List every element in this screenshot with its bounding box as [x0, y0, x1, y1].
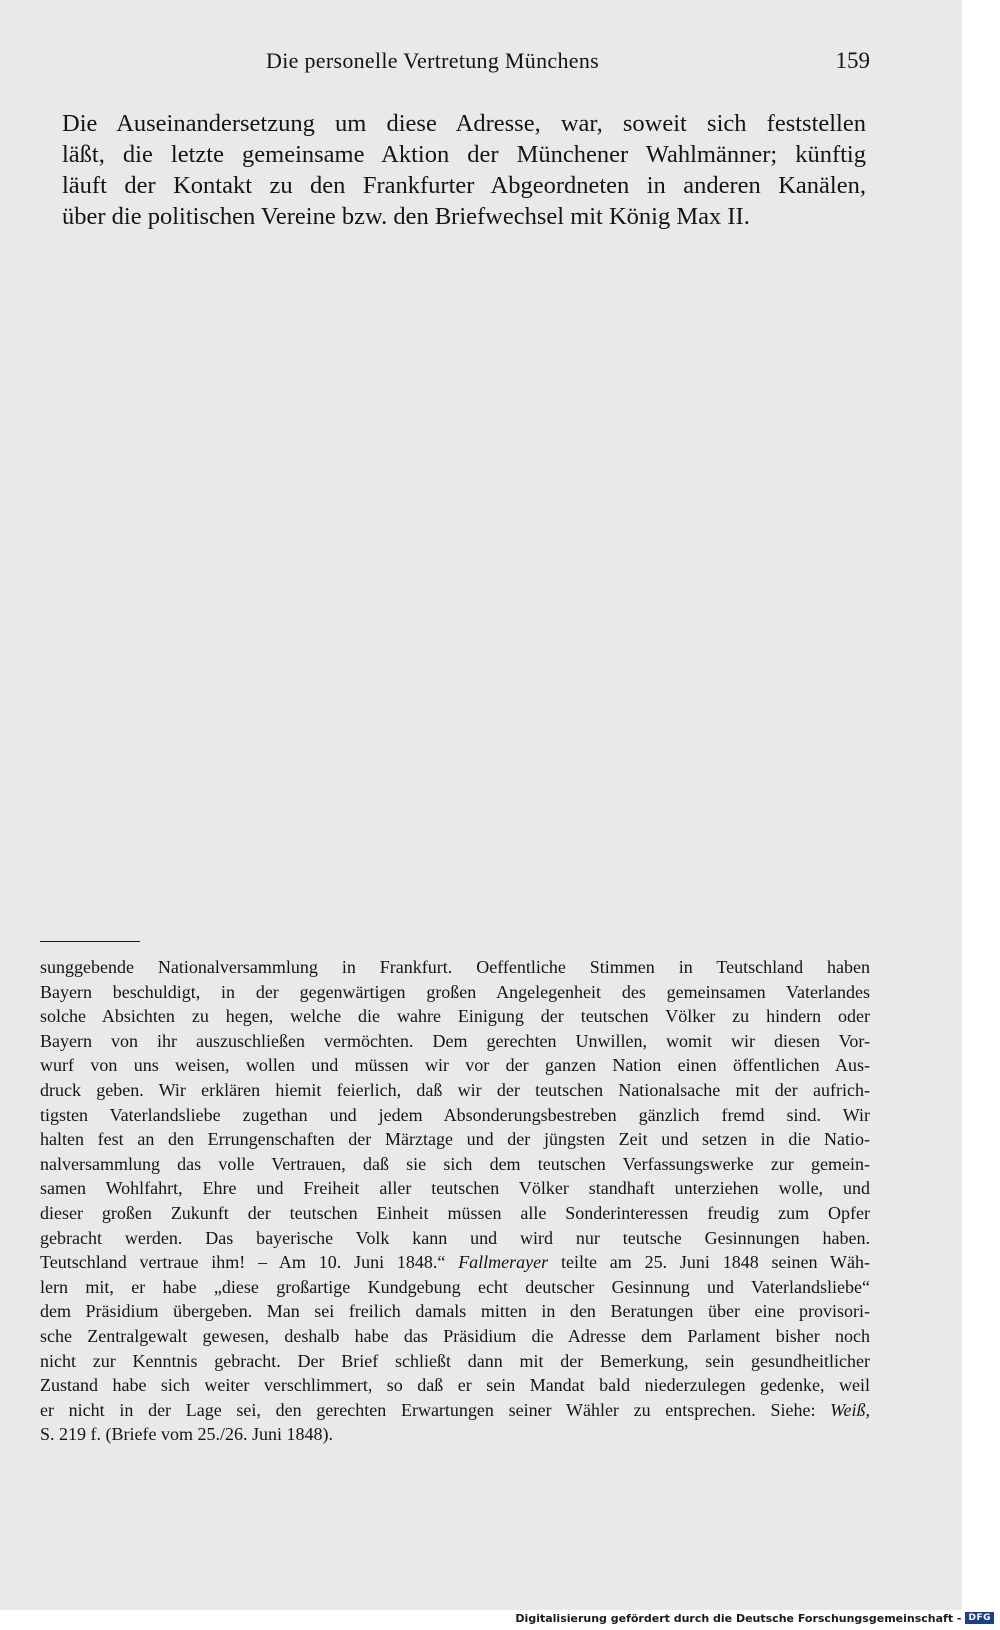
footnote-text: er nicht in der Lage sei, den gerechten Erwartungen seiner Wähler zu entsprechen. Siehe:: [40, 1399, 831, 1420]
running-head: [40, 48, 870, 82]
footnote-line: [40, 1398, 870, 1423]
running-title: Die personelle Vertretung Münchens: [266, 48, 599, 73]
footnote-line: Bayern beschuldigt, in der gegenwärtigen großen Angelegenheit des gemeinsamen Vaterlandes: [40, 981, 870, 1002]
footnote-line: nalversammlung das volle Vertrauen, daß sie sich dem teutschen Verfassungswerke zur gemein-: [40, 1153, 870, 1174]
digitization-banner: [515, 1609, 994, 1627]
footnote-line: sunggebende Nationalversammlung in Frankfurt. Oeffentliche Stimmen in Teutschland haben: [40, 957, 870, 977]
footnote-line: halten fest an den Errungenschaften der Märztage und der jüngsten Zeit und setzen in die Natio-: [40, 1129, 870, 1150]
footnote-line: dem Präsidium übergeben. Man sei freilich damals mitten in den Beratungen über eine provisori-: [40, 1301, 870, 1322]
footnote-line: dieser großen Zukunft der teutschen Einheit müssen alle Sonderinteressen freudig zum Opfer: [40, 1202, 870, 1223]
footnote-line: solche Absichten zu hegen, welche die wahre Einigung der teutschen Völker zu hindern oder: [40, 1006, 870, 1027]
page-number: 159: [835, 48, 870, 73]
body-line: läuft der Kontakt zu den Frankfurter Abgeordneten in anderen Kanälen,: [62, 172, 866, 199]
body-line: Die Auseinandersetzung um diese Adresse, war, soweit sich feststellen: [62, 110, 866, 137]
body-line: über die politischen Vereine bzw. den Briefwechsel mit König Max II.: [62, 203, 750, 230]
banner-text: Digitalisierung gefördert durch die Deutsche Forschungsgemeinschaft -: [515, 1611, 962, 1625]
author-name-weiss: Weiß,: [830, 1399, 870, 1420]
footnote-line: S. 219 f. (Briefe vom 25./26. Juni 1848).: [40, 1424, 333, 1445]
footnote-line: gebracht werden. Das bayerische Volk kann und wird nur teutsche Gesinnungen haben.: [40, 1227, 870, 1248]
footnote-line: nicht zur Kenntnis gebracht. Der Brief schließt dann mit der Bemerkung, sein gesundheitlicher: [40, 1350, 870, 1371]
footnote-line: sche Zentralgewalt gewesen, deshalb habe das Präsidium die Adresse dem Parlament bisher noch: [40, 1325, 870, 1346]
author-name-fallmerayer: Fallmerayer: [458, 1252, 549, 1273]
body-line: läßt, die letzte gemeinsame Aktion der Münchener Wahlmänner; künftig: [62, 141, 866, 168]
body-paragraph: [62, 108, 866, 232]
footnote-line: lern mit, er habe „diese großartige Kundgebung echt deutscher Gesinnung und Vaterlandsliebe“: [40, 1276, 870, 1297]
footnote-line: tigsten Vaterlandsliebe zugethan und jedem Absonderungsbestreben gänzlich fremd sind. Wir: [40, 1104, 870, 1125]
footnote-line: Bayern von ihr auszuschließen vermöchten. Dem gerechten Unwillen, womit wir diesen Vor-: [40, 1030, 870, 1051]
footnote-divider: [40, 941, 140, 942]
footnote-line: [40, 1250, 870, 1275]
footnote-line: druck geben. Wir erklären hiemit feierlich, daß wir der teutschen Nationalsache mit der aufrich-: [40, 1079, 870, 1100]
footnote-block: [40, 955, 870, 1447]
footnote-line: Zustand habe sich weiter verschlimmert, so daß er sein Mandat bald niederzulegen gedenke, weil: [40, 1375, 870, 1396]
footnote-line: wurf von uns weisen, wollen und müssen wir vor der ganzen Nation einen öffentlichen Aus-: [40, 1055, 870, 1076]
dfg-logo: DFG: [965, 1612, 994, 1624]
footnote-line: samen Wohlfahrt, Ehre und Freiheit aller teutschen Völker standhaft unterziehen wolle, und: [40, 1178, 870, 1199]
footnote-text: teilte am 25. Juni 1848 seinen Wäh-: [548, 1252, 870, 1273]
footnote-text: Teutschland vertraue ihm! – Am 10. Juni 1848.“: [40, 1252, 459, 1273]
